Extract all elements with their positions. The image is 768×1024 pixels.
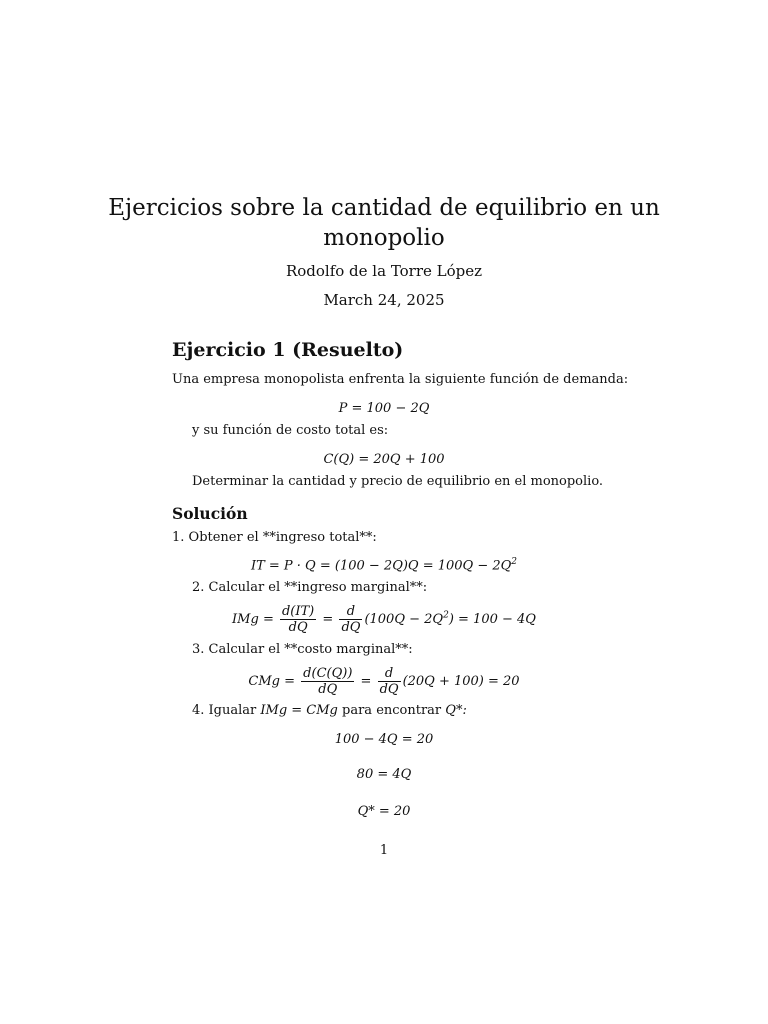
marginal-cost-lhs: CMg =	[248, 674, 296, 689]
paper-title	[0, 193, 768, 253]
exponent: 2	[443, 610, 449, 621]
equilibrium-equation-1: 100 − 4Q = 20	[334, 732, 434, 747]
demand-equation: P = 100 − 2Q	[338, 401, 430, 416]
step-4-equation: IMg = CMg	[260, 703, 338, 718]
step-2-equation: IMg = $\frac{d(IT)}{dQ}$ = $\frac{d}{dQ}$ $(100Q - 2Q^2) = 100 - 4Q$	[232, 604, 536, 635]
step-4-text	[192, 703, 467, 718]
equilibrium-equation-3: Q* = 20	[357, 804, 411, 819]
equilibrium-equation-2: 80 = 4Q	[356, 767, 412, 782]
title-line-2: monopolio	[323, 225, 445, 251]
exponent: 2	[511, 557, 518, 567]
marginal-revenue-lhs: IMg =	[232, 612, 274, 627]
step-3-equation: CMg = $\frac{d(C(Q))}{dQ}$ = $\frac{d}{dQ}$ (20Q + 100) = 20	[248, 666, 520, 697]
title-line-1: Ejercicios sobre la cantidad de equilibrio en un	[108, 195, 660, 221]
task-text: Determinar la cantidad y precio de equilibrio en el monopolio.	[192, 474, 604, 489]
derivative-fraction	[301, 666, 354, 697]
marginal-cost-rhs: (20Q + 100) = 20	[402, 674, 520, 689]
cost-intro-text: y su función de costo total es:	[192, 423, 389, 438]
operator-numerator: d	[378, 666, 401, 682]
operator-denominator: dQ	[379, 682, 399, 697]
derivative-operator	[339, 604, 362, 635]
step-3-text: 3. Calcular el **costo marginal**:	[192, 642, 413, 657]
page-number: 1	[379, 843, 389, 858]
step-2-text: 2. Calcular el **ingreso marginal**:	[192, 580, 428, 595]
author: Rodolfo de la Torre López	[285, 262, 483, 280]
derivative-fraction	[280, 604, 316, 635]
step-1-text: 1. Obtener el **ingreso total**:	[172, 530, 377, 545]
fraction-numerator: d(IT)	[281, 604, 315, 619]
derivative-operator	[378, 666, 401, 697]
marginal-revenue-rhs-b: ) = 100 − 4Q	[448, 612, 536, 627]
step-4-middle: para encontrar	[337, 703, 446, 718]
cost-equation: C(Q) = 20Q + 100	[323, 452, 445, 467]
fraction-denominator: dQ	[288, 620, 308, 635]
operator-denominator: dQ	[341, 620, 361, 635]
intro-text: Una empresa monopolista enfrenta la siguiente función de demanda:	[172, 372, 629, 387]
step-4-lead: 4. Igualar	[192, 703, 261, 718]
step-4-variable: Q*:	[445, 703, 467, 718]
total-revenue-expr: IT = P · Q = (100 − 2Q)Q = 100Q − 2Q	[250, 558, 512, 574]
fraction-denominator: dQ	[318, 682, 338, 697]
section-heading: Ejercicio 1 (Resuelto)	[172, 339, 404, 361]
solution-heading: Solución	[172, 504, 248, 523]
marginal-revenue-rhs-a: (100Q − 2Q	[364, 612, 444, 627]
fraction-numerator: d(C(Q))	[303, 666, 353, 681]
date: March 24, 2025	[323, 291, 445, 309]
operator-numerator: d	[339, 604, 362, 620]
step-1-equation	[0, 557, 768, 573]
